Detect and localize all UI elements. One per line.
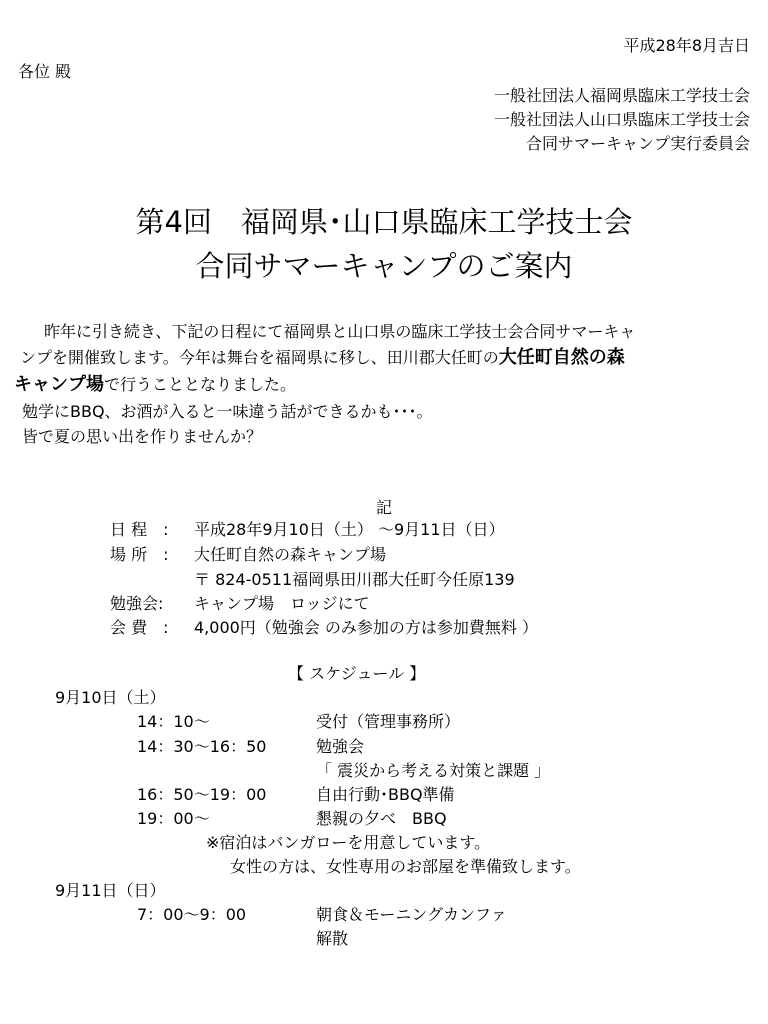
record-value: 〒 824-0511福岡県田川郡大任町今任原139: [194, 570, 515, 589]
record-value: 平成28年9月10日（土） ～9月11日（日）: [194, 520, 505, 539]
body-line-3: [14, 375, 296, 395]
record-label: 日 程 :: [110, 520, 169, 539]
schedule-note-2: 女性の方は、女性専用のお部屋を準備致します。: [230, 857, 581, 876]
sender-1: 一般社団法人福岡県臨床工学技士会: [493, 86, 750, 105]
schedule-day1: 9月10日（土）: [55, 688, 166, 707]
body-text: ンプを開催致します。今年は舞台を福岡県に移し、田川郡大任町の: [20, 348, 499, 367]
schedule-event: 「 震災から考える対策と課題 」: [316, 761, 551, 780]
body-line-5: 皆で夏の思い出を作りませんか？: [22, 427, 263, 446]
record-label: 場 所 :: [110, 545, 169, 564]
schedule-time: 14：10～: [137, 712, 210, 731]
schedule-event: 受付（管理事務所）: [316, 712, 461, 731]
venue-bold: 大任町自然の森: [498, 347, 625, 368]
schedule-event: 勉強会: [316, 737, 365, 756]
addressee: 各位 殿: [18, 62, 72, 81]
sender-3: 合同サマーキャンプ実行委員会: [525, 134, 750, 153]
record-value: 大任町自然の森キャンプ場: [194, 545, 387, 564]
record-value: キャンプ場 ロッジにて: [194, 594, 370, 613]
page-title-line2: 合同サマーキャンプのご案内: [195, 249, 573, 283]
issue-date: 平成28年8月吉日: [623, 36, 750, 55]
schedule-time: 19：00～: [137, 809, 210, 828]
schedule-time: 7：00～9：00: [137, 905, 247, 924]
schedule-time: 16：50～19：00: [137, 785, 267, 804]
body-line-2: [20, 348, 625, 368]
schedule-note-1: ※宿泊はバンガローを用意しています。: [206, 833, 491, 852]
schedule-event: 朝食＆モーニングカンファ: [316, 905, 507, 924]
schedule-event: 懇親の夕べ BBQ: [316, 809, 447, 828]
schedule-event: 解散: [316, 929, 349, 948]
schedule-day2: 9月11日（日）: [55, 881, 166, 900]
sender-2: 一般社団法人山口県臨床工学技士会: [493, 110, 750, 129]
record-label: 勉強会:: [110, 594, 164, 613]
schedule-heading: 【 スケジュール 】: [288, 664, 426, 683]
venue-bold-2: キャンプ場: [14, 374, 104, 395]
schedule-time: 14：30～16：50: [137, 737, 267, 756]
body-line-1: 昨年に引き続き、下記の日程にて福岡県と山口県の臨床工学技士会合同サマーキャ: [44, 322, 636, 341]
body-text: で行うこととなりました。: [104, 375, 297, 394]
record-label: 会 費 :: [110, 618, 169, 637]
schedule-event: 自由行動･BBQ準備: [316, 785, 455, 804]
body-line-4: 勉学にBBQ、お酒が入ると一味違う話ができるかも･･･。: [22, 402, 433, 421]
record-heading: 記: [376, 498, 393, 517]
page-title-line1: 第4回 福岡県･山口県臨床工学技士会: [135, 205, 633, 239]
record-value: 4,000円（勉強会 のみ参加の方は参加費無料 ）: [194, 618, 538, 637]
